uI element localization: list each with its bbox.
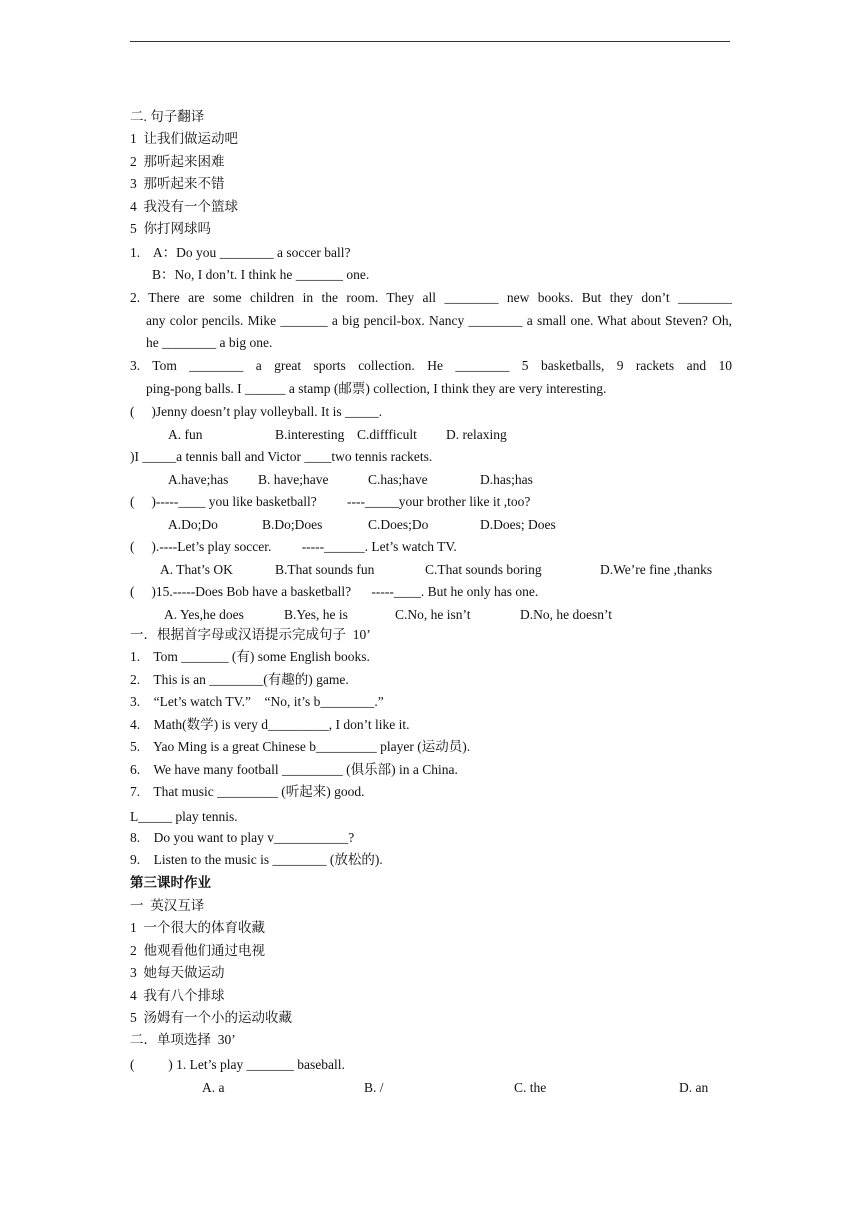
lesson3-title: 第三课时作业 (130, 875, 211, 890)
mc2-question-1: ( ) 1. Let’s play _______ baseball. (130, 1057, 345, 1072)
mc2-q1-option-c: C. the (514, 1080, 547, 1095)
mc1-q5-option-c: C.No, he isn’t (395, 607, 471, 622)
mc1-q4-option-d: D.We’re fine ,thanks (600, 562, 713, 577)
mc-question-4: ( ).----Let’s play soccer. -----______. Let’s watch TV. (130, 539, 457, 554)
translate-item-1: 1 让我们做运动吧 (130, 131, 238, 146)
mc1-q2-option-b: B. have;have (258, 472, 329, 487)
mc1-q1-option-b: B.interesting (275, 427, 345, 442)
header-rule (130, 41, 730, 42)
mc1-q4-option-b: B.That sounds fun (275, 562, 375, 577)
mc1-q1-option-c: C.diffficult (357, 427, 417, 442)
mc1-q5-option-b: B.Yes, he is (284, 607, 348, 622)
complete-item-1: 1. Tom _______ (有) some English books. (130, 649, 370, 664)
fill-question-1a: 1. A：Do you ________ a soccer ball? (130, 245, 351, 260)
lesson3-item-5: 5 汤姆有一个小的运动收藏 (130, 1010, 292, 1025)
fill-question-2-rest: any color pencils. Mike _______ a big pencil-box. Nancy ________ a small one. What about Steven? Oh, he ________ a big one. (146, 312, 732, 350)
complete-item-6: 6. We have many football _________ (俱乐部) in a China. (130, 762, 458, 777)
mc1-q3-option-a: A.Do;Do (168, 517, 218, 532)
complete-item-8: 8. Do you want to play v___________? (130, 830, 355, 845)
mc2-q1-option-d: D. an (679, 1080, 709, 1095)
mc1-q2-option-a: A.have;has (168, 472, 229, 487)
mc1-q3-option-d: D.Does; Does (480, 517, 556, 532)
lesson3-subtitle: 一 英汉互译 (130, 898, 205, 913)
complete-item-2: 2. This is an ________(有趣的) game. (130, 672, 349, 687)
mc1-q3-option-c: C.Does;Do (368, 517, 429, 532)
mc-question-2: )I _____a tennis ball and Victor ____two tennis rackets. (130, 449, 433, 464)
mc1-q4-option-a: A. That’s OK (160, 562, 233, 577)
section-title-translation: 二. 句子翻译 (130, 109, 205, 124)
translate-item-5: 5 你打网球吗 (130, 221, 211, 236)
mc2-q1-option-a: A. a (202, 1080, 225, 1095)
mc-question-1: ( )Jenny doesn’t play volleyball. It is _____. (130, 404, 383, 419)
fill-question-3-line1: 3. Tom ________ a great sports collection. He ________ 5 basketballs, 9 rackets and 10 (130, 358, 732, 373)
mc1-q3-option-b: B.Do;Does (262, 517, 323, 532)
lesson3-item-4: 4 我有八个排球 (130, 988, 225, 1003)
translate-item-4: 4 我没有一个篮球 (130, 199, 238, 214)
complete-stray-line: L_____ play tennis. (130, 809, 238, 824)
mc1-q2-option-d: D.has;has (480, 472, 533, 487)
fill-question-1b: B：No, I don’t. I think he _______ one. (152, 267, 370, 282)
fill-question-3 (130, 355, 732, 400)
mc1-q5-option-a: A. Yes,he does (164, 607, 244, 622)
mc1-q1-option-d: D. relaxing (446, 427, 507, 442)
mc-question-5: ( )15.-----Does Bob have a basketball? -----____. But he only has one. (130, 584, 539, 599)
mc-question-3: ( )-----____ you like basketball? ----_____your brother like it ,too? (130, 494, 531, 509)
lesson3-item-3: 3 她每天做运动 (130, 965, 225, 980)
mc2-q1-option-b: B. / (364, 1080, 384, 1095)
lesson3-item-1: 1 一个很大的体育收藏 (130, 920, 265, 935)
lesson3-item-2: 2 他观看他们通过电视 (130, 943, 265, 958)
complete-item-9: 9. Listen to the music is ________ (放松的). (130, 852, 383, 867)
section-title-single-choice: 二．单项选择 30’ (130, 1032, 236, 1047)
fill-question-2-line1: 2. There are some children in the room. They all ________ new books. But they don’t ________ (130, 290, 732, 305)
section-title-complete: 一．根据首字母或汉语提示完成句子 10’ (130, 627, 371, 642)
complete-item-5: 5. Yao Ming is a great Chinese b_________ player (运动员). (130, 739, 471, 754)
translate-item-3: 3 那听起来不错 (130, 176, 225, 191)
mc1-q1-option-a: A. fun (168, 427, 203, 442)
fill-question-3-rest: ping-pong balls. I ______ a stamp (邮票) collection, I think they are very interesting. (146, 380, 607, 396)
mc1-q5-option-d: D.No, he doesn’t (520, 607, 612, 622)
complete-item-3: 3. “Let’s watch TV.” “No, it’s b________.” (130, 694, 384, 709)
mc1-q2-option-c: C.has;have (368, 472, 428, 487)
complete-item-4: 4. Math(数学) is very d_________, I don’t like it. (130, 717, 410, 732)
mc1-q4-option-c: C.That sounds boring (425, 562, 542, 577)
fill-question-2 (130, 287, 732, 355)
complete-item-7: 7. That music _________ (听起来) good. (130, 784, 365, 799)
translate-item-2: 2 那听起来困难 (130, 154, 225, 169)
